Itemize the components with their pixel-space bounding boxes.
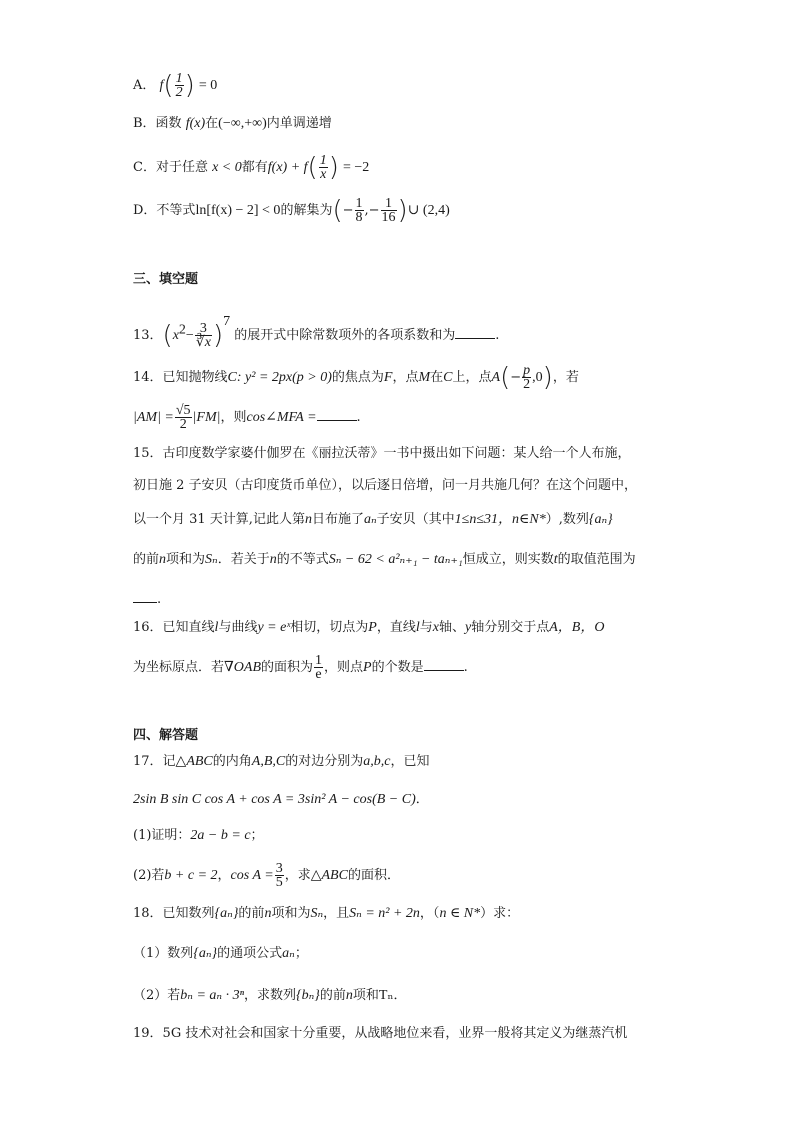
option-b-label: B．函数 [133,116,182,131]
question-15-line1: 15．古印度数学家婆什伽罗在《丽拉沃蒂》一书中摄出如下问题：某人给一个人布施， [133,446,631,461]
q17-sides: a,b,c [363,754,391,769]
q18-part2-text-c: 项和 [352,988,379,1003]
q16-text-a: 16．已知直线 [133,620,215,635]
question-15-line2: 初日施 2 子安贝（古印度货币单位），以后逐日倍增，问一月共施几何？在这个问题中， [133,478,638,493]
option-b-fx: f(x) [185,116,206,131]
q13-number: 13． [133,328,163,343]
option-d: D．不等式ln[f(x) − 2] < 0的解集为(− $\frac{1}{8}$ ,− $\frac{1}{16}$ )∪ (2,4) [133,195,450,226]
q16-text-g: 轴分别交于点 [471,620,550,635]
q17-eq-end: ． [415,792,429,807]
q18-part1-end: ； [294,946,308,961]
question-18-part2 [133,986,407,1006]
q17-cosA: cos A = [230,868,274,883]
q17-part2-sep: ， [217,868,231,883]
q18-part2-n: n [345,988,353,1003]
q15-text-b: 日布施了 [311,512,364,527]
q18-part2-text-a: ，求数列 [244,988,297,1003]
question-17-line1 [133,752,429,772]
q13-base: x [172,328,179,343]
q16-l2: l [415,620,420,635]
q15-ineq: Sₙ − 62 < a²ₙ₊₁ − taₙ₊₁ [328,552,463,567]
q18-part1-an: aₙ [282,946,295,961]
q15-text-c: 子安贝（其中 [376,512,455,527]
q15-text-g: ．若关于 [217,552,270,567]
q18-part2-t: Tₙ [378,988,394,1003]
q16-frac: $\frac{1}{e}$ [315,653,323,682]
q16-text-h: 为坐标原点．若 [133,660,225,675]
q14-a: A [491,370,501,385]
option-b-interval: (−∞,+∞) [218,116,267,131]
q17-text-c: 的对边分别为 [285,754,364,769]
q16-curve: y = eˣ [257,620,291,635]
q17-text-b: 的内角 [212,754,252,769]
q18-text-d: ，且 [323,906,350,921]
question-17-part1 [133,826,264,846]
q18-part1-text: 的通项公式 [217,946,283,961]
q16-text-i: 的面积为 [261,660,314,675]
q14-text-b: ，点 [392,370,419,385]
q15-s: Sₙ [205,552,218,567]
question-15-line5 [133,588,161,610]
q14-c: C [443,370,453,385]
q14-text-e: ，若 [552,370,579,385]
q17-text-d: ，已知 [390,754,430,769]
option-a: A． f( $\frac{1}{2}$ ) = 0 [133,70,218,101]
q15-answer-blank[interactable] [133,588,157,603]
q16-p2: P [363,660,372,675]
q16-triangle: ∇OAB [224,660,262,675]
option-c-mid: 都有 [241,160,268,175]
q15-text-a: 以一个月 31 天计算,记此人第 [133,512,305,527]
option-b-tail: 内单调递增 [266,116,332,131]
question-13: 13．($x^2-$ $\frac{3}{∛x}$ )$^7$ 的展开式中除常数项外的各项系数和为 . [133,314,500,351]
q18-text-f: ）求： [480,906,520,921]
q18-eq: Sₙ = n² + 2n [349,906,420,921]
question-19-line1: 19．5G 技术对社会和国家十分重要，从战略地位来看，业界一般将其定义为继蒸汽机 [133,1026,628,1041]
q14-answer-blank[interactable] [317,406,357,421]
q15-an: aₙ [363,512,377,527]
q18-part2-end: ． [393,988,407,1003]
question-15-line4 [133,550,636,570]
q16-y: y [465,620,472,635]
q17-part1-end: ； [250,828,264,843]
q15-cond: 1≤n≤31，n∈N* [454,512,546,527]
q16-x: x [432,620,439,635]
q18-set: {aₙ} [214,906,239,921]
question-18-line1 [133,904,519,924]
question-14-line2 [133,404,361,431]
q14-text-d: 上，点 [452,370,492,385]
q13-exp2: 2 [178,322,186,338]
q13-end: . [495,328,500,343]
q18-part1-set: {aₙ} [193,946,218,961]
q14-tail: ,0 [532,370,543,385]
q14-text-f: ，则 [220,410,247,425]
q14-m: M [418,370,431,385]
q15-t: t [553,552,558,567]
q16-text-k: 的个数是 [371,660,424,675]
q16-text-e: 与 [419,620,433,635]
option-a-tail: = 0 [198,78,218,93]
q16-answer-blank[interactable] [424,656,464,671]
q15-text-e: 的前 [133,552,160,567]
option-a-label: A． [133,78,156,93]
q15-text-j: 的取值范围为 [557,552,636,567]
q18-text-a: 18．已知数列 [133,906,215,921]
q16-p: P [368,620,377,635]
q17-part1-eq: 2a − b = c [190,828,251,843]
option-d-frac2: $\frac{1}{16}$ [381,196,396,225]
q15-text-h: 的不等式 [276,552,329,567]
q15-text-f: 项和为 [166,552,206,567]
option-d-mid: 的解集为 [280,203,333,218]
q18-n: n [264,906,272,921]
q18-text-e: ，（ [419,906,440,921]
section-fill-in-title: 三、填空题 [133,272,199,287]
question-14-line1: 14．已知抛物线C: y² = 2px(p > 0)的焦点为F，点M在C上，点A(− $\frac{p}{2}$ ,0)，若 [133,362,579,393]
q13-frac: $\frac{3}{∛x}$ [195,321,211,350]
q17-text-a: 17．记 [133,754,176,769]
q17-triangle2: △ABC [310,868,348,883]
q14-f: F [383,370,393,385]
option-d-label: D．不等式 [133,203,196,218]
q13-answer-blank[interactable] [455,324,495,339]
q15-n: n [304,512,312,527]
q15-text-i: 恒成立，则实数 [462,552,554,567]
q16-end: . [463,660,468,675]
option-c-tail: = −2 [343,160,370,175]
q16-l: l [214,620,219,635]
question-15-line3 [133,510,613,530]
option-d-frac1: $\frac{1}{8}$ [355,196,363,225]
q14-text-a: 的焦点为 [331,370,384,385]
q15-text-d: ）,数列 [545,512,589,527]
question-17-part2 [133,862,400,889]
question-18-part1 [133,944,308,964]
q17-part2-text: ，求 [284,868,311,883]
q16-text-j: ，则点 [324,660,364,675]
q18-part2-eq: bₙ = aₙ · 3ⁿ [180,988,244,1003]
q15-n3: n [269,552,277,567]
question-17-equation [133,790,429,810]
option-d-tail: ∪ (2,4) [407,203,450,218]
option-c: C．对于任意 x < 0都有f(x) + f( $\frac{1}{x}$ ) = −2 [133,152,370,183]
q13-power: 7 [223,314,231,329]
q14-am: |AM| = [133,410,174,425]
option-d-expr: ln[f(x) − 2] < 0 [195,203,281,218]
q17-part1-label: (1)证明： [133,828,191,843]
q18-text-b: 的前 [238,906,265,921]
q14-intro: 14．已知抛物线 [133,370,228,385]
question-16-line1 [133,618,604,638]
q18-part1-label: （1）数列 [133,946,194,961]
option-c-frac: $\frac{1}{x}$ [319,153,327,182]
q18-part2-text-b: 的前 [319,988,346,1003]
q17-angles: A,B,C [251,754,286,769]
option-a-fn: f [159,78,164,93]
q15-n2: n [159,552,167,567]
q18-text-c: 项和为 [271,906,311,921]
option-c-label: C．对于任意 [133,160,208,175]
q14-text-c: 在 [430,370,444,385]
question-16-line2 [133,654,468,681]
q13-minus: − [185,328,194,343]
q17-triangle: △ABC [175,754,213,769]
q17-frac: $\frac{3}{5}$ [275,861,283,890]
q18-part2-set: {bₙ} [296,988,320,1003]
q16-text-f: 轴、 [439,620,466,635]
q17-part2-label: (2)若 [133,868,165,883]
option-c-fx: f(x) + f [267,160,308,175]
q17-part2-end: 的面积． [347,868,400,883]
option-b-mid: 在 [205,116,219,131]
q14-frac-sqrt5: $\frac{√5}{2}$ [175,403,191,432]
q13-text: 的展开式中除常数项外的各项系数和为 [234,328,456,343]
q18-s: Sₙ [310,906,324,921]
q18-part2-label: （2）若 [133,988,181,1003]
q14-cos: cos∠MFA = [246,410,317,425]
option-c-cond: x < 0 [212,160,242,175]
q16-text-d: ，直线 [376,620,416,635]
section-solution-title: 四、解答题 [133,728,199,743]
q14-frac-p: $\frac{p}{2}$ [523,363,531,392]
q14-curve: C: y² = 2px(p > 0) [227,370,332,385]
q17-eq: 2sin B sin C cos A + cos A = 3sin² A − cos(B − C) [133,792,416,807]
q14-end: . [356,410,361,425]
option-b [133,114,332,134]
q14-fm: |FM| [192,410,221,425]
q16-text-b: 与曲线 [218,620,258,635]
option-a-frac: $\frac{1}{2}$ [175,71,183,100]
q15-set: {aₙ} [588,512,613,527]
q17-part2-eq: b + c = 2 [164,868,218,883]
q18-cond: n ∈ N* [439,906,481,921]
q16-text-c: 相切，切点为 [290,620,369,635]
q15-end: . [157,592,162,607]
q16-points: A，B，O [549,620,605,635]
